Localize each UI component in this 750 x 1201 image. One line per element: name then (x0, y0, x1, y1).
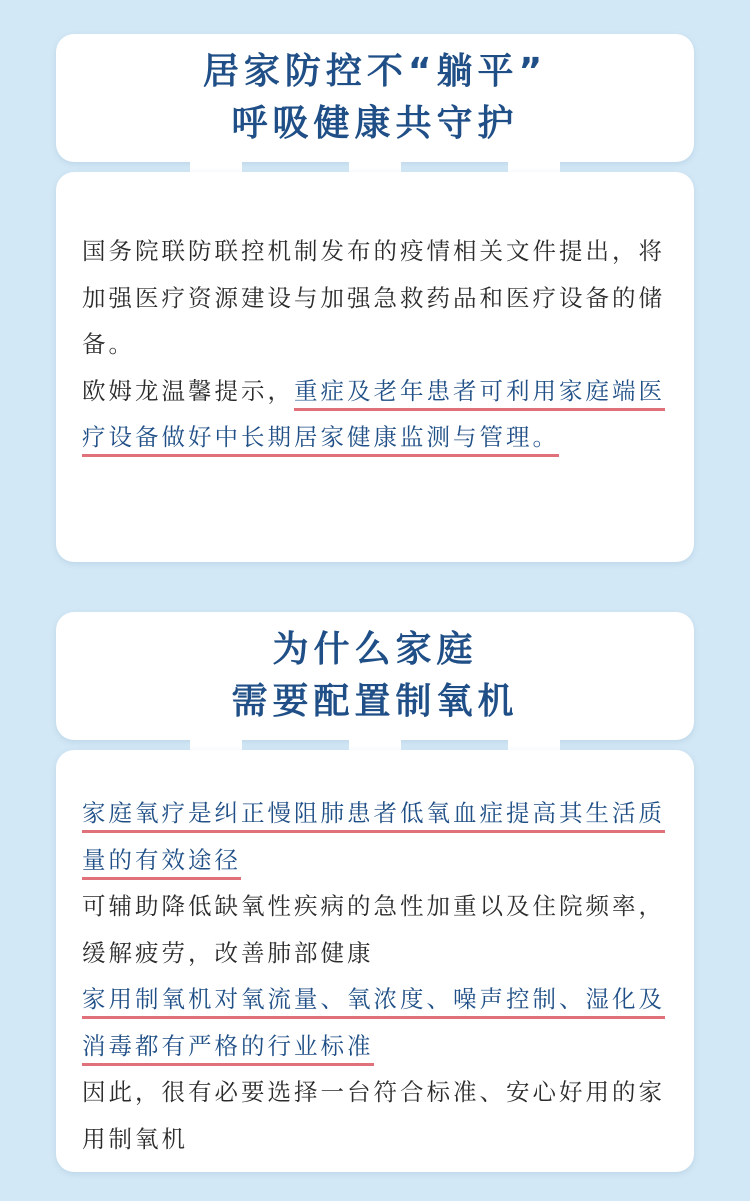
section2-highlight-2: 家用制氧机对氧流量、氧浓度、噪声控制、湿化及消毒都有严格的行业标准 (82, 985, 665, 1066)
section2-title-line-1: 为什么家庭 (272, 629, 478, 670)
connector (508, 160, 560, 172)
section1-title-line-2: 呼吸健康共守护 (231, 103, 519, 144)
section1-title-card (56, 34, 694, 162)
connector (190, 160, 242, 172)
section2-paragraph-2: 可辅助降低缺氧性疾病的急性加重以及住院频率，缓解疲劳，改善肺部健康 (82, 892, 665, 967)
section2-body-card (56, 750, 694, 1172)
section1-paragraph-2 (82, 368, 668, 461)
connector (190, 738, 242, 750)
section1-body-card (56, 172, 694, 562)
connector (508, 738, 560, 750)
section1-paragraph-1: 国务院联防联控机制发布的疫情相关文件提出，将加强医疗资源建设与加强急救药品和医疗设备的储备。 (82, 237, 665, 358)
connector (349, 738, 401, 750)
connector (349, 160, 401, 172)
section2-paragraph-3 (82, 976, 668, 1069)
section2-title-card (56, 612, 694, 740)
section2-paragraph-1 (82, 790, 668, 883)
section1-highlight: 重症及老年患者可利用家庭端医疗设备做好中长期居家健康监测与管理。 (82, 377, 665, 458)
section1-title-line-1: 居家防控不“躺平” (202, 51, 548, 92)
section2-title-line-2: 需要配置制氧机 (231, 681, 519, 722)
section1-paragraph-2-plain: 欧姆龙温馨提示， (82, 376, 294, 405)
section2-highlight-1: 家庭氧疗是纠正慢阻肺患者低氧血症提高其生活质量的有效途径 (82, 799, 665, 880)
section2-paragraph-4: 因此，很有必要选择一台符合标准、安心好用的家用制氧机 (82, 1078, 665, 1153)
